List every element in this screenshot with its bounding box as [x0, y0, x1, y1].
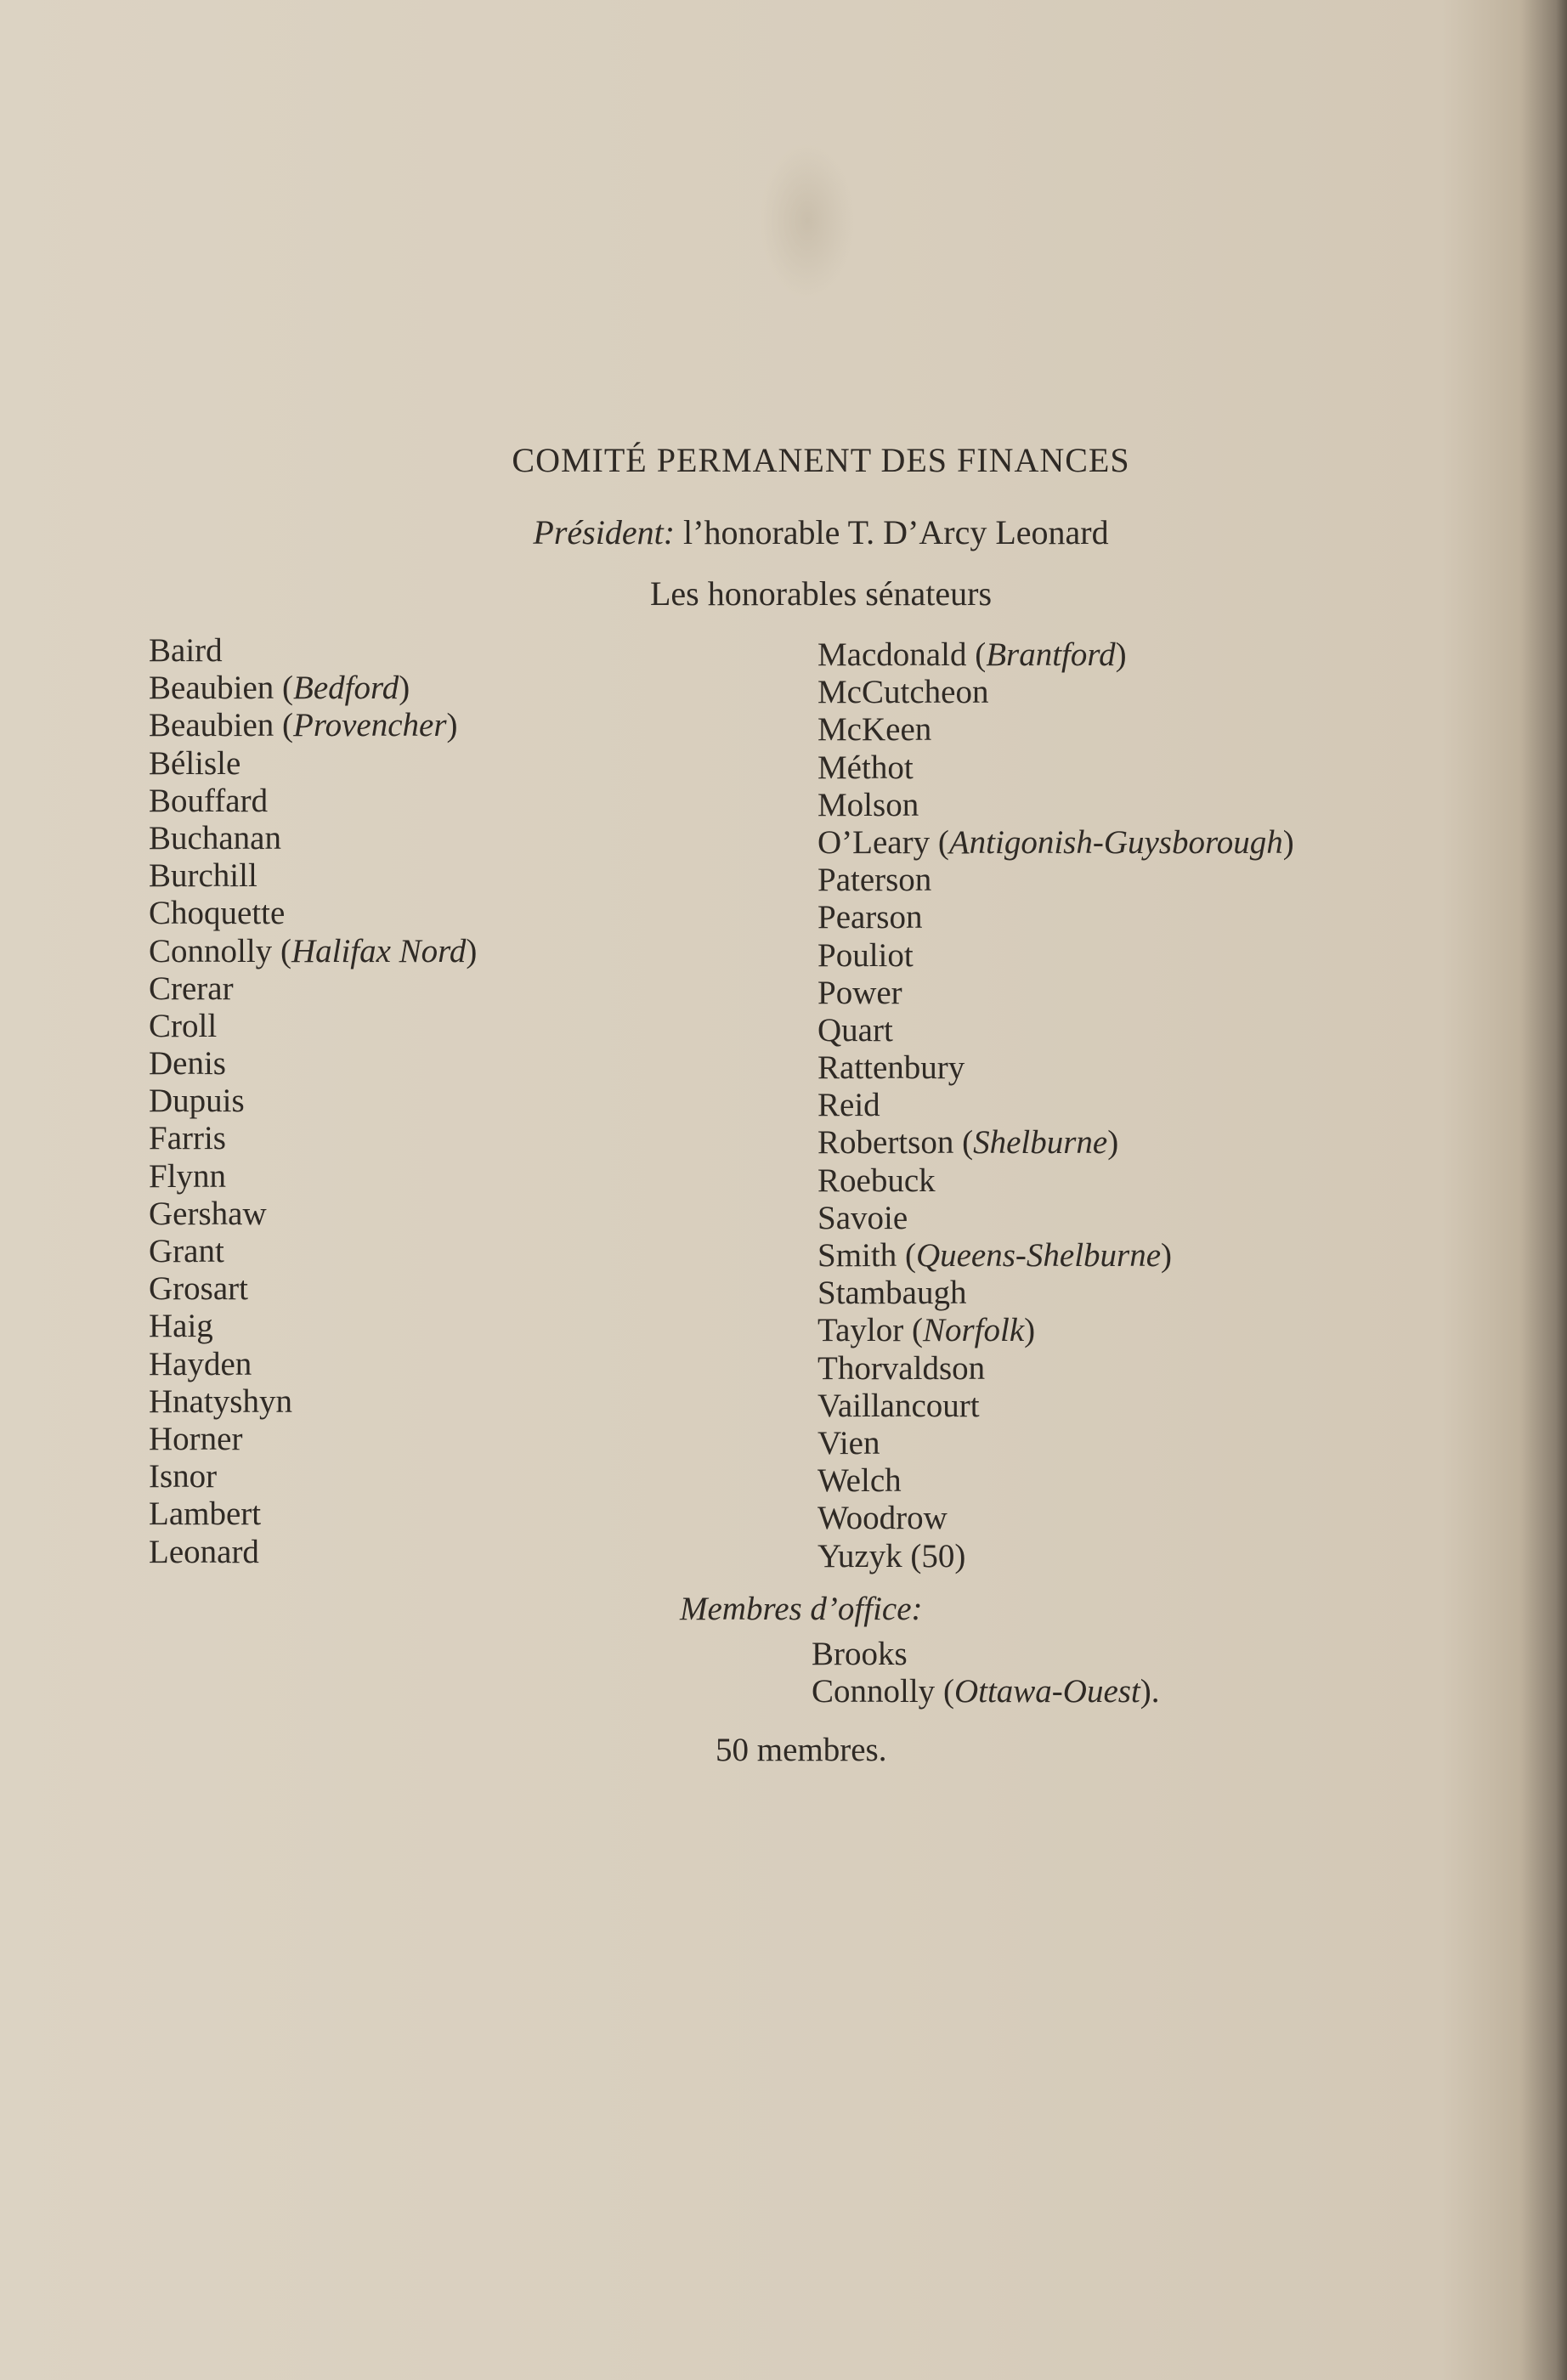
senator-name: Woodrow [817, 1500, 948, 1537]
senator-entry [149, 1233, 477, 1270]
show-through-crest [761, 144, 854, 297]
senator-entry [149, 970, 477, 1008]
senator-name: Stambaugh [817, 1275, 967, 1312]
senator-entry [817, 975, 1294, 1012]
senator-name: Connolly [812, 1673, 936, 1710]
senator-entry [817, 937, 1294, 975]
senator-name: Reid [817, 1087, 880, 1124]
senator-division: Ottawa-Ouest [953, 1673, 1140, 1710]
senator-entry [817, 1425, 1294, 1462]
senator-name: Savoie [817, 1199, 908, 1236]
senator-name: Molson [817, 786, 919, 823]
senator-division: Queens-Shelburne [915, 1237, 1162, 1274]
senator-name: Vaillancourt [817, 1387, 980, 1424]
senator-name: McCutcheon [817, 674, 989, 711]
senator-name: Lambert [149, 1495, 262, 1533]
senator-name: McKeen [817, 711, 932, 749]
senator-name: Smith [817, 1237, 897, 1274]
senator-entry [817, 1388, 1294, 1425]
senator-entry [149, 1008, 477, 1045]
senators-left-column [149, 632, 477, 1571]
senator-entry [817, 862, 1294, 899]
senator-name: Quart [817, 1011, 893, 1049]
senator-entry [149, 1196, 477, 1233]
senator-entry [149, 820, 477, 857]
senator-entry [812, 1636, 1160, 1673]
senator-entry [149, 1045, 477, 1083]
ex-officio-list [812, 1636, 1160, 1710]
senator-name: Taylor [817, 1312, 904, 1349]
senator-name: Hnatyshyn [149, 1382, 292, 1420]
senator-entry [149, 783, 477, 820]
senator-entry [817, 1462, 1294, 1500]
senator-entry [817, 1012, 1294, 1049]
senator-entry [149, 1120, 477, 1157]
president-name: l’honorable T. D’Arcy Leonard [683, 513, 1109, 551]
senator-name: Baird [149, 632, 223, 669]
senator-name: Grosart [149, 1270, 248, 1308]
senator-name: Isnor [149, 1458, 218, 1495]
senator-name: Gershaw [149, 1195, 267, 1232]
senator-entry [817, 1275, 1294, 1312]
senator-name: Roebuck [817, 1162, 936, 1199]
members-total: 50 membres. [716, 1732, 887, 1768]
senator-entry [817, 1087, 1294, 1124]
senator-entry [149, 1158, 477, 1196]
senator-name: Croll [149, 1007, 218, 1044]
senator-entry [149, 1383, 477, 1421]
senator-division: Brantford [986, 636, 1116, 673]
senator-entry [817, 674, 1294, 711]
ex-officio-heading: Membres d’office: [680, 1591, 923, 1627]
president-label: Président: [533, 513, 676, 551]
president-line [0, 512, 1567, 552]
senator-name: O’Leary [817, 823, 931, 861]
senator-name: Paterson [817, 862, 932, 899]
senator-entry: Robertson (Shelburne) [817, 1124, 1119, 1162]
senator-division: Bedford [293, 670, 399, 707]
senator-entry [817, 1200, 1294, 1237]
senator-division: Halifax Nord [291, 932, 467, 970]
senator-name: Vien [817, 1424, 880, 1461]
committee-title: COMITÉ PERMANENT DES FINANCES [512, 441, 1130, 479]
senator-name: Pouliot [817, 936, 914, 974]
senator-entry [817, 899, 1294, 936]
senator-name: Grant [149, 1233, 224, 1269]
senator-entry [149, 632, 477, 670]
senator-entry [149, 1308, 477, 1345]
senator-entry [149, 1495, 477, 1533]
senator-entry [817, 1538, 1294, 1575]
senator-entry: Macdonald (Brantford) [817, 636, 1127, 673]
senator-name: Flynn [149, 1157, 227, 1195]
senator-name: Horner [149, 1420, 243, 1457]
senator-name: Denis [149, 1045, 226, 1083]
senator-entry [149, 1270, 477, 1308]
senator-name: Rattenbury [817, 1049, 965, 1087]
senator-entry [817, 1162, 1294, 1200]
senator-entry [817, 1049, 1294, 1087]
senator-entry [149, 895, 477, 932]
senator-name: Power [817, 974, 902, 1011]
senator-entry [817, 1500, 1294, 1537]
senator-entry: Smith (Queens-Shelburne) [817, 1237, 1173, 1274]
senator-name: Thorvaldson [817, 1349, 986, 1387]
senator-entry [149, 1421, 477, 1458]
senator-entry [149, 1083, 477, 1120]
senator-entry [817, 1350, 1294, 1388]
senator-name: Yuzyk [817, 1537, 902, 1574]
senator-entry [149, 1458, 477, 1495]
senator-name: Choquette [149, 895, 286, 932]
senator-entry: Connolly (Ottawa-Ouest). [812, 1673, 1160, 1710]
senator-name: Macdonald [817, 636, 967, 673]
senator-name: Haig [149, 1308, 213, 1345]
senator-name: Hayden [149, 1345, 252, 1382]
senator-entry [817, 711, 1294, 749]
senator-name: Crerar [149, 970, 234, 1007]
senator-division: Norfolk [922, 1312, 1025, 1349]
senator-name: Beaubien [149, 670, 274, 707]
entry-terminal-punctuation: . [1151, 1673, 1160, 1710]
senator-name: Brooks [812, 1636, 908, 1672]
senator-entry [149, 1534, 477, 1571]
senator-name: Bouffard [149, 782, 269, 819]
senator-name: Robertson [817, 1124, 954, 1162]
senator-name: Dupuis [149, 1083, 245, 1120]
member-count-suffix: (50) [910, 1537, 966, 1574]
senators-heading: Les honorables sénateurs [649, 574, 993, 613]
senator-division: Shelburne [973, 1124, 1108, 1162]
senator-name: Bélisle [149, 744, 241, 782]
senators-right-column [817, 636, 1294, 1575]
senator-entry [149, 857, 477, 895]
senator-entry [817, 749, 1294, 787]
senator-name: Farris [149, 1120, 226, 1157]
senator-name: Pearson [817, 899, 923, 936]
senator-entry [149, 745, 477, 783]
senator-division: Antigonish-Guysborough [948, 823, 1283, 861]
senator-division: Provencher [293, 707, 447, 744]
senator-name: Welch [817, 1462, 902, 1500]
senator-entry: Beaubien (Bedford) [149, 670, 410, 707]
senator-name: Burchill [149, 857, 257, 895]
senator-entry [817, 787, 1294, 824]
senator-name: Leonard [149, 1533, 259, 1570]
senator-name: Beaubien [149, 707, 274, 744]
senator-entry: Beaubien (Provencher) [149, 707, 458, 744]
senator-entry [149, 1346, 477, 1383]
senator-name: Buchanan [149, 819, 281, 856]
senator-name: Connolly [149, 932, 273, 970]
senator-name: Méthot [817, 749, 914, 786]
senator-entry: Connolly (Halifax Nord) [149, 932, 478, 970]
senator-entry: Taylor (Norfolk) [817, 1312, 1036, 1349]
senator-entry: O’Leary (Antigonish-Guysborough) [817, 823, 1294, 861]
